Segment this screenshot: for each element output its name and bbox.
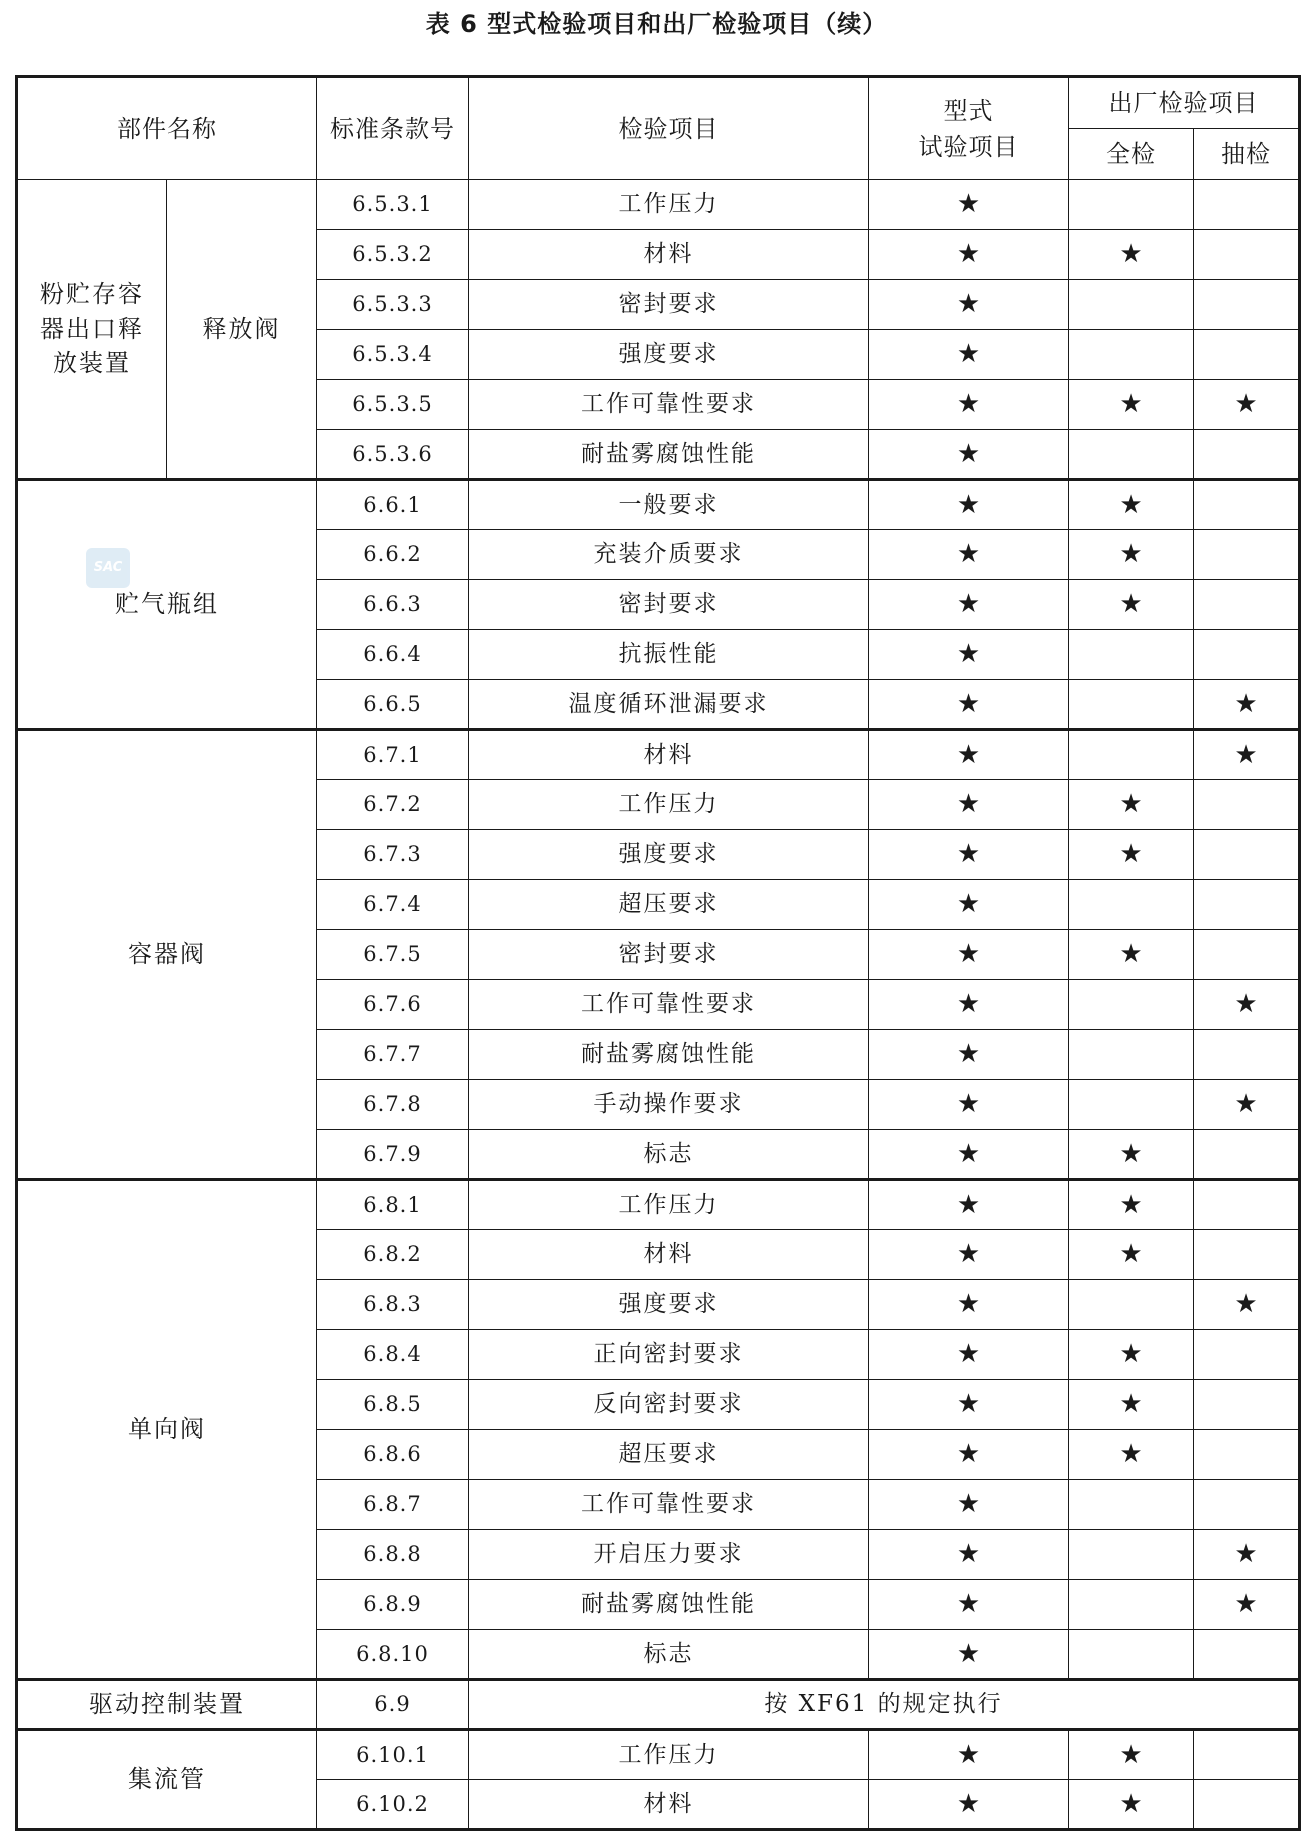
clause-number: 6.8.1 (317, 1180, 469, 1230)
sample-check-mark (1194, 480, 1300, 530)
type-test-mark: ★ (869, 580, 1069, 630)
type-test-mark: ★ (869, 730, 1069, 780)
full-check-mark: ★ (1069, 530, 1194, 580)
clause-number: 6.5.3.2 (317, 230, 469, 280)
sample-check-mark (1194, 1180, 1300, 1230)
inspection-item: 抗振性能 (469, 630, 869, 680)
sample-check-mark (1194, 530, 1300, 580)
sample-check-mark (1194, 1030, 1300, 1080)
inspection-item: 材料 (469, 230, 869, 280)
clause-number: 6.8.10 (317, 1630, 469, 1680)
clause-number: 6.8.7 (317, 1480, 469, 1530)
inspection-item: 密封要求 (469, 280, 869, 330)
type-test-mark: ★ (869, 230, 1069, 280)
clause-number: 6.8.3 (317, 1280, 469, 1330)
clause-number: 6.7.5 (317, 930, 469, 980)
sample-check-mark (1194, 1230, 1300, 1280)
sac-watermark-logo: SAC (86, 548, 130, 588)
sample-check-mark (1194, 1330, 1300, 1380)
inspection-item: 工作压力 (469, 1180, 869, 1230)
clause-number: 6.8.8 (317, 1530, 469, 1580)
merged-note: 按 XF61 的规定执行 (469, 1680, 1300, 1730)
clause-number: 6.8.5 (317, 1380, 469, 1430)
inspection-item: 工作可靠性要求 (469, 980, 869, 1030)
type-test-mark: ★ (869, 680, 1069, 730)
subcomponent-name: 释放阀 (167, 180, 317, 480)
header-sample-check: 抽检 (1194, 129, 1300, 180)
full-check-mark (1069, 1080, 1194, 1130)
clause-number: 6.6.5 (317, 680, 469, 730)
full-check-mark (1069, 330, 1194, 380)
sample-check-mark (1194, 1430, 1300, 1480)
sample-check-mark (1194, 430, 1300, 480)
sample-check-mark (1194, 1380, 1300, 1430)
sample-check-mark: ★ (1194, 730, 1300, 780)
component-name: 驱动控制装置 (17, 1680, 317, 1730)
clause-number: 6.10.2 (317, 1780, 469, 1830)
inspection-item: 工作可靠性要求 (469, 1480, 869, 1530)
clause-number: 6.6.2 (317, 530, 469, 580)
type-test-mark: ★ (869, 930, 1069, 980)
type-test-mark: ★ (869, 1480, 1069, 1530)
sample-check-mark (1194, 1730, 1300, 1780)
clause-number: 6.7.6 (317, 980, 469, 1030)
inspection-item: 密封要求 (469, 580, 869, 630)
component-name: 贮气瓶组 (17, 480, 317, 730)
table-row (17, 1180, 1300, 1230)
clause-number: 6.10.1 (317, 1730, 469, 1780)
inspection-item: 标志 (469, 1130, 869, 1180)
type-test-mark: ★ (869, 530, 1069, 580)
table-row (17, 180, 1300, 230)
full-check-mark: ★ (1069, 480, 1194, 530)
full-check-mark (1069, 1530, 1194, 1580)
full-check-mark (1069, 880, 1194, 930)
sample-check-mark (1194, 1480, 1300, 1530)
inspection-item: 正向密封要求 (469, 1330, 869, 1380)
sample-check-mark: ★ (1194, 680, 1300, 730)
sample-check-mark: ★ (1194, 1080, 1300, 1130)
inspection-table (15, 75, 1301, 1831)
type-test-mark: ★ (869, 1280, 1069, 1330)
inspection-item: 耐盐雾腐蚀性能 (469, 430, 869, 480)
inspection-item: 材料 (469, 1230, 869, 1280)
inspection-item: 超压要求 (469, 880, 869, 930)
sample-check-mark (1194, 180, 1300, 230)
table-row (17, 730, 1300, 780)
type-test-mark: ★ (869, 280, 1069, 330)
clause-number: 6.7.4 (317, 880, 469, 930)
clause-number: 6.8.4 (317, 1330, 469, 1380)
component-name: 单向阀 (17, 1180, 317, 1680)
type-test-mark: ★ (869, 1080, 1069, 1130)
clause-number: 6.5.3.6 (317, 430, 469, 480)
clause-number: 6.5.3.1 (317, 180, 469, 230)
full-check-mark (1069, 180, 1194, 230)
type-test-mark: ★ (869, 1330, 1069, 1380)
inspection-item: 标志 (469, 1630, 869, 1680)
type-test-mark: ★ (869, 180, 1069, 230)
full-check-mark: ★ (1069, 1180, 1194, 1230)
clause-number: 6.8.2 (317, 1230, 469, 1280)
type-test-mark: ★ (869, 480, 1069, 530)
table-caption: 表 6 型式检验项目和出厂检验项目（续） (425, 10, 888, 38)
type-test-mark: ★ (869, 780, 1069, 830)
full-check-mark (1069, 1480, 1194, 1530)
full-check-mark (1069, 630, 1194, 680)
sample-check-mark (1194, 330, 1300, 380)
component-name: 粉贮存容 器出口释 放装置 (17, 180, 167, 480)
full-check-mark: ★ (1069, 1730, 1194, 1780)
full-check-mark: ★ (1069, 1380, 1194, 1430)
type-test-mark: ★ (869, 630, 1069, 680)
inspection-item: 强度要求 (469, 1280, 869, 1330)
full-check-mark (1069, 430, 1194, 480)
inspection-item: 工作压力 (469, 180, 869, 230)
inspection-item: 耐盐雾腐蚀性能 (469, 1030, 869, 1080)
clause-number: 6.8.9 (317, 1580, 469, 1630)
full-check-mark: ★ (1069, 780, 1194, 830)
inspection-item: 充装介质要求 (469, 530, 869, 580)
header-factory-test: 出厂检验项目 (1069, 77, 1300, 129)
inspection-item: 开启压力要求 (469, 1530, 869, 1580)
full-check-mark (1069, 1030, 1194, 1080)
inspection-item: 工作压力 (469, 1730, 869, 1780)
table-row (17, 1680, 1300, 1730)
sample-check-mark (1194, 1630, 1300, 1680)
full-check-mark (1069, 1580, 1194, 1630)
sample-check-mark: ★ (1194, 1580, 1300, 1630)
inspection-item: 密封要求 (469, 930, 869, 980)
sample-check-mark: ★ (1194, 1530, 1300, 1580)
header-clause: 标准条款号 (317, 77, 469, 180)
type-test-mark: ★ (869, 430, 1069, 480)
type-test-mark: ★ (869, 1530, 1069, 1580)
sample-check-mark: ★ (1194, 980, 1300, 1030)
table-body (17, 180, 1300, 1830)
inspection-item: 耐盐雾腐蚀性能 (469, 1580, 869, 1630)
header-row (17, 77, 1300, 129)
full-check-mark (1069, 280, 1194, 330)
inspection-item: 手动操作要求 (469, 1080, 869, 1130)
inspection-item: 反向密封要求 (469, 1380, 869, 1430)
type-test-mark: ★ (869, 830, 1069, 880)
clause-number: 6.6.3 (317, 580, 469, 630)
full-check-mark (1069, 1630, 1194, 1680)
full-check-mark: ★ (1069, 1330, 1194, 1380)
full-check-mark (1069, 730, 1194, 780)
clause-number: 6.7.3 (317, 830, 469, 880)
inspection-item: 强度要求 (469, 830, 869, 880)
clause-number: 6.7.1 (317, 730, 469, 780)
type-test-mark: ★ (869, 1430, 1069, 1480)
inspection-item: 材料 (469, 1780, 869, 1830)
clause-number: 6.7.2 (317, 780, 469, 830)
type-test-mark: ★ (869, 1730, 1069, 1780)
sample-check-mark: ★ (1194, 380, 1300, 430)
inspection-item: 温度循环泄漏要求 (469, 680, 869, 730)
sample-check-mark (1194, 880, 1300, 930)
full-check-mark: ★ (1069, 380, 1194, 430)
clause-number: 6.8.6 (317, 1430, 469, 1480)
sample-check-mark (1194, 1130, 1300, 1180)
header-type-test: 型式 试验项目 (869, 77, 1069, 180)
clause-number: 6.5.3.3 (317, 280, 469, 330)
header-full-check: 全检 (1069, 129, 1194, 180)
inspection-item: 超压要求 (469, 1430, 869, 1480)
full-check-mark: ★ (1069, 230, 1194, 280)
table-row (17, 1730, 1300, 1780)
type-test-mark: ★ (869, 1180, 1069, 1230)
type-test-mark: ★ (869, 1230, 1069, 1280)
full-check-mark: ★ (1069, 830, 1194, 880)
sample-check-mark (1194, 1780, 1300, 1830)
sample-check-mark (1194, 830, 1300, 880)
inspection-item: 工作压力 (469, 780, 869, 830)
full-check-mark: ★ (1069, 1780, 1194, 1830)
type-test-mark: ★ (869, 1130, 1069, 1180)
clause-number: 6.7.8 (317, 1080, 469, 1130)
sample-check-mark (1194, 280, 1300, 330)
header-item: 检验项目 (469, 77, 869, 180)
sample-check-mark (1194, 630, 1300, 680)
full-check-mark: ★ (1069, 1230, 1194, 1280)
full-check-mark: ★ (1069, 930, 1194, 980)
component-name: 容器阀 (17, 730, 317, 1180)
table-row (17, 480, 1300, 530)
full-check-mark (1069, 980, 1194, 1030)
full-check-mark (1069, 1280, 1194, 1330)
sample-check-mark (1194, 930, 1300, 980)
clause-number: 6.6.1 (317, 480, 469, 530)
component-name: 集流管 (17, 1730, 317, 1830)
header-component: 部件名称 (17, 77, 317, 180)
full-check-mark: ★ (1069, 1130, 1194, 1180)
clause-number: 6.5.3.5 (317, 380, 469, 430)
type-test-mark: ★ (869, 980, 1069, 1030)
sample-check-mark (1194, 580, 1300, 630)
sample-check-mark (1194, 780, 1300, 830)
type-test-mark: ★ (869, 1630, 1069, 1680)
type-test-mark: ★ (869, 1580, 1069, 1630)
type-test-mark: ★ (869, 330, 1069, 380)
clause-number: 6.7.7 (317, 1030, 469, 1080)
inspection-item: 一般要求 (469, 480, 869, 530)
clause-number: 6.9 (317, 1680, 469, 1730)
type-test-mark: ★ (869, 1780, 1069, 1830)
clause-number: 6.7.9 (317, 1130, 469, 1180)
clause-number: 6.6.4 (317, 630, 469, 680)
clause-number: 6.5.3.4 (317, 330, 469, 380)
full-check-mark: ★ (1069, 1430, 1194, 1480)
full-check-mark: ★ (1069, 580, 1194, 630)
inspection-item: 强度要求 (469, 330, 869, 380)
type-test-mark: ★ (869, 1030, 1069, 1080)
sample-check-mark (1194, 230, 1300, 280)
inspection-item: 材料 (469, 730, 869, 780)
type-test-mark: ★ (869, 1380, 1069, 1430)
full-check-mark (1069, 680, 1194, 730)
type-test-mark: ★ (869, 880, 1069, 930)
type-test-mark: ★ (869, 380, 1069, 430)
sample-check-mark: ★ (1194, 1280, 1300, 1330)
inspection-item: 工作可靠性要求 (469, 380, 869, 430)
